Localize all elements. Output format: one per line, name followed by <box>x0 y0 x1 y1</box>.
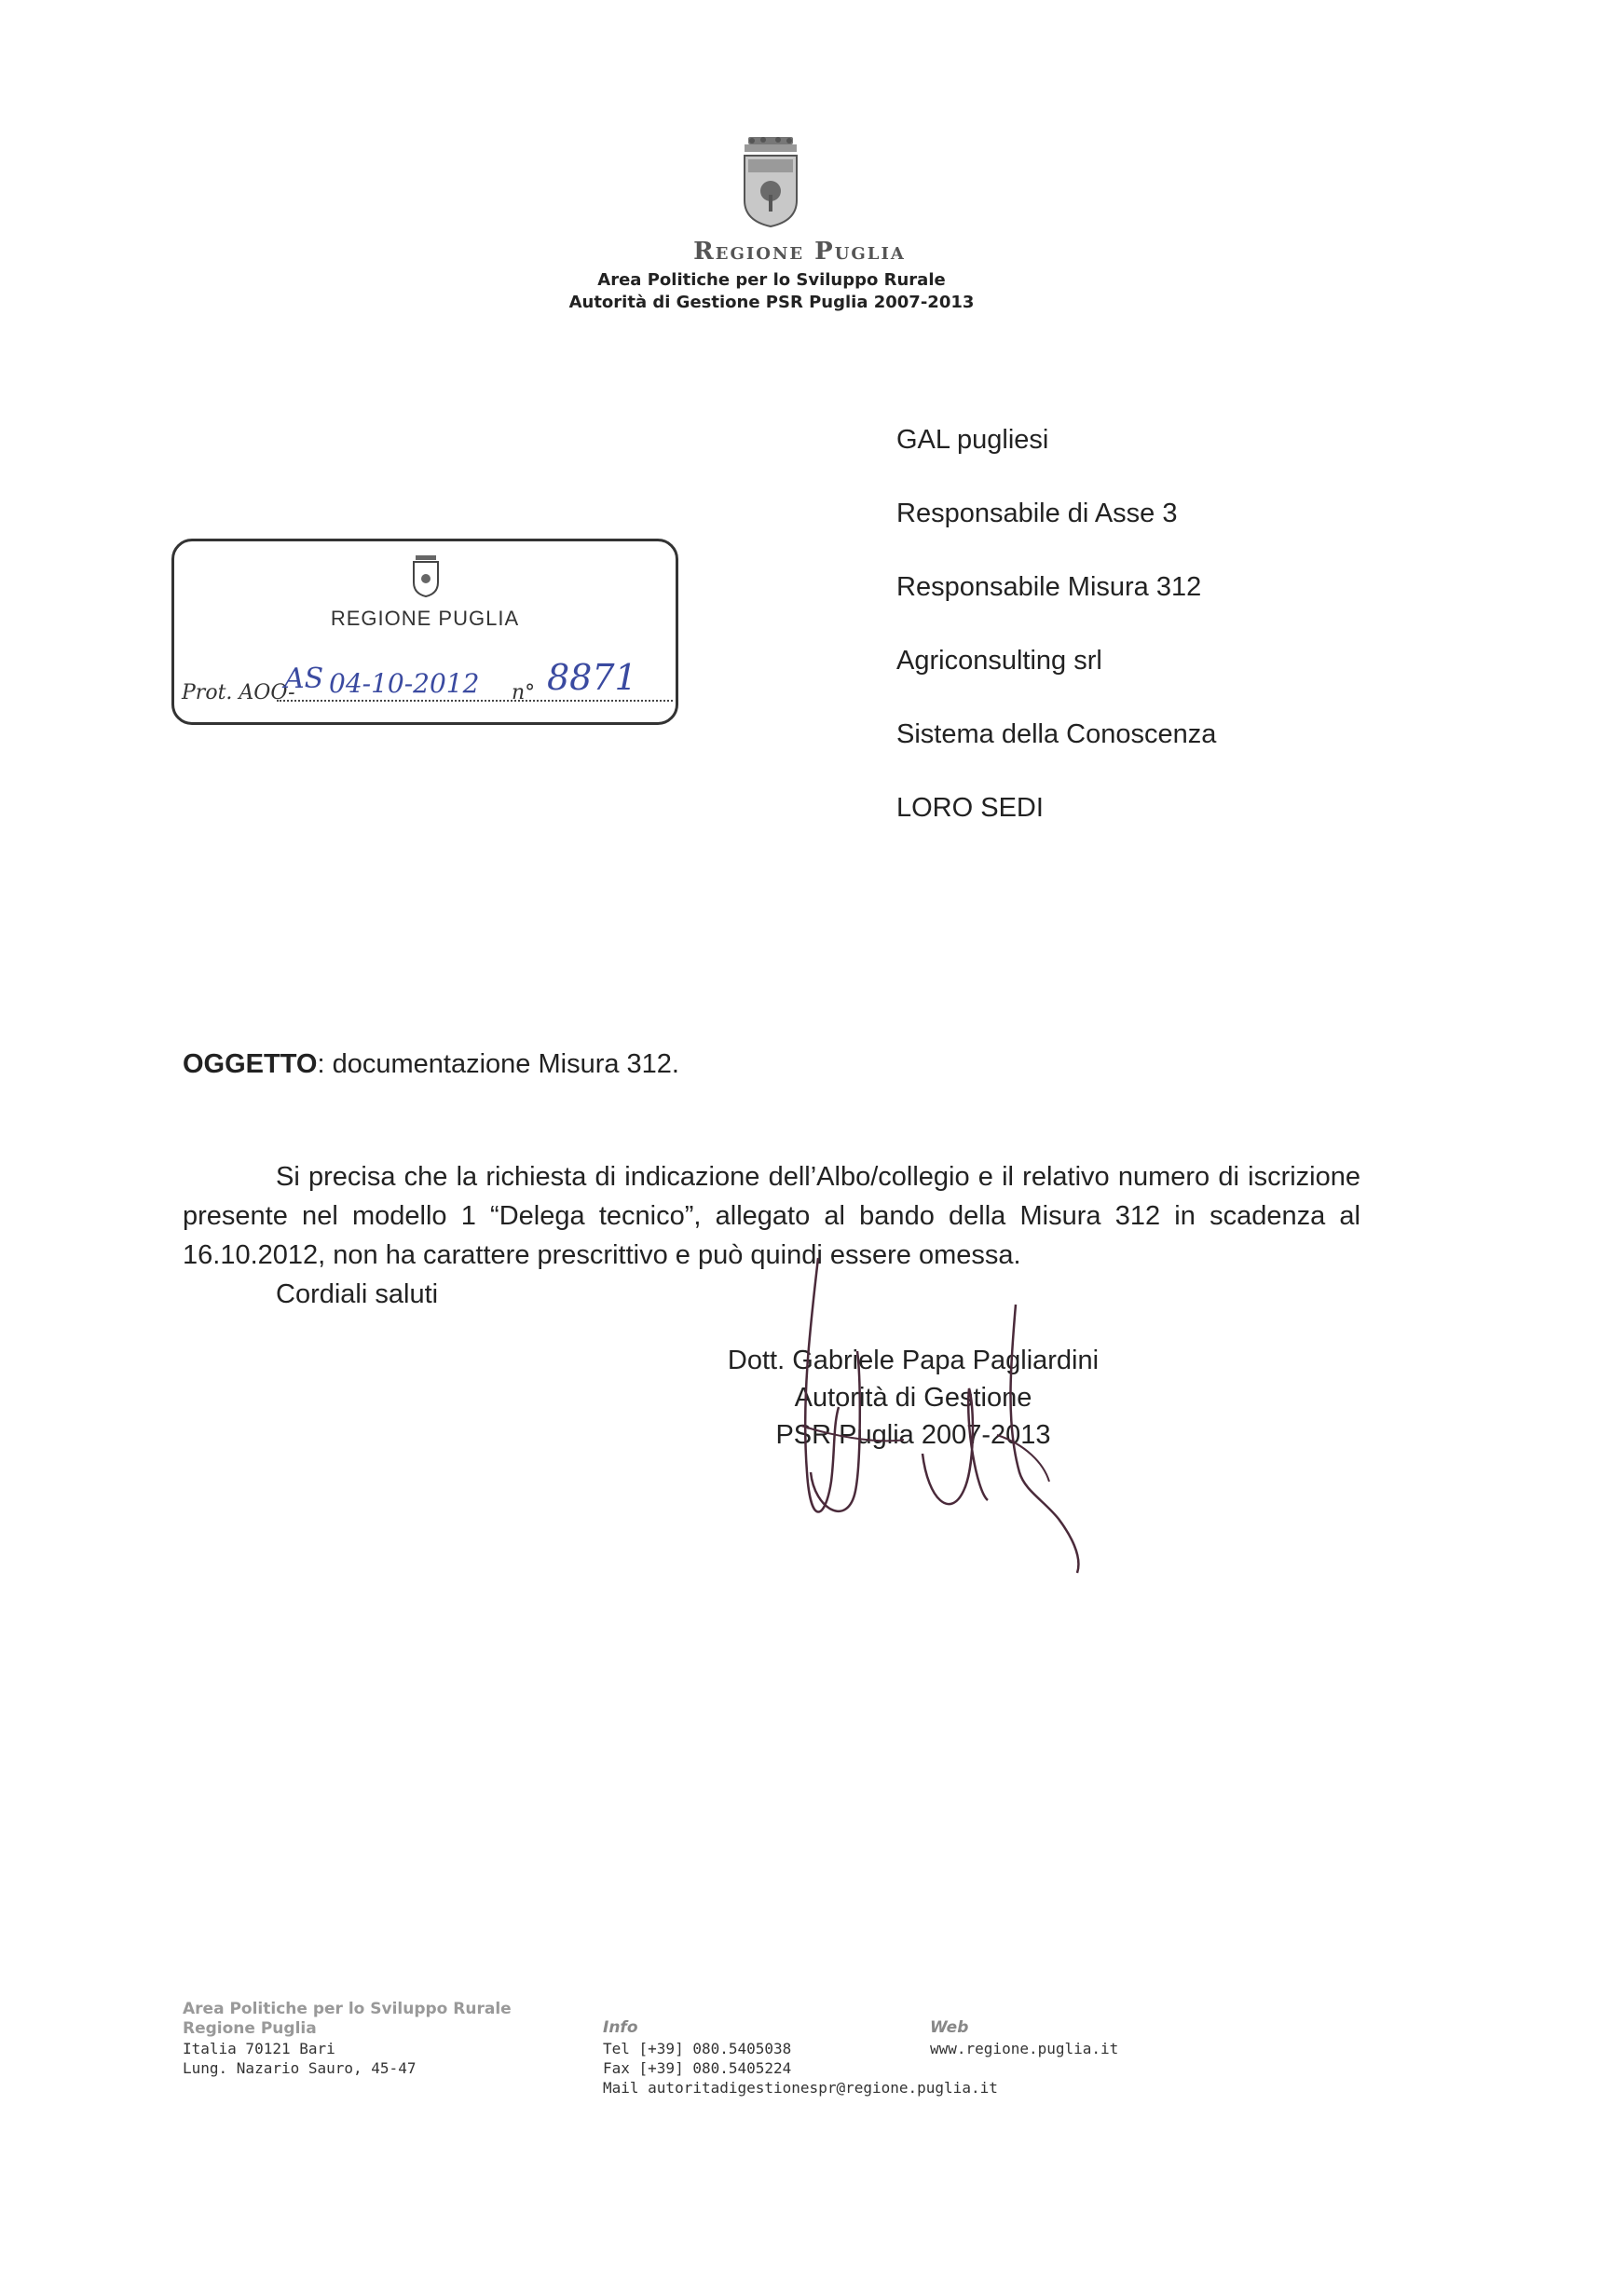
handwritten-signature-icon <box>745 1239 1100 1575</box>
region-coat-of-arms-icon <box>739 135 802 228</box>
subject-label: OGGETTO <box>183 1049 318 1079</box>
footer-address-city: Italia 70121 Bari <box>183 2040 335 2057</box>
footer-tel: Tel [+39] 080.5405038 <box>603 2040 792 2057</box>
signature-role: Autorità di Gestione <box>794 1383 1032 1413</box>
subject-text: : documentazione Misura 312. <box>317 1049 679 1079</box>
body-paragraph: Si precisa che la richiesta di indicazione dell’Albo/collegio e il relativo numero di iscrizione presente nel modello 1 “Delega tecnico”, allegato al bando della Misura 312 in scadenza al 16.10.2012, non ha carattere prescrittivo e può quindi essere omessa. <box>183 1162 1360 1270</box>
footer-web-link[interactable]: www.regione.puglia.it <box>930 2040 1119 2057</box>
recipient-loro-sedi: LORO SEDI <box>896 793 1044 823</box>
header-subtitle-authority: Autorità di Gestione PSR Puglia 2007-2013 <box>568 293 975 312</box>
stamp-number-label: n° <box>512 681 536 704</box>
subject-line <box>183 1049 679 1080</box>
recipient-knowledge-system: Sistema della Conoscenza <box>896 719 1217 749</box>
recipient-agriconsulting: Agriconsulting srl <box>896 646 1102 676</box>
recipient-axis-3: Responsabile di Asse 3 <box>896 499 1178 528</box>
stamp-handwritten-date: 04-10-2012 <box>329 668 480 699</box>
header-title: Regione Puglia <box>693 238 906 266</box>
footer-fax: Fax [+39] 080.5405224 <box>603 2059 792 2077</box>
signature-org: PSR Puglia 2007-2013 <box>775 1420 1051 1450</box>
stamp-dotted-line <box>277 700 673 702</box>
recipient-measure-312: Responsabile Misura 312 <box>896 572 1202 602</box>
footer-info-label: Info <box>603 2018 638 2037</box>
footer-address-title: Area Politiche per lo Sviluppo Rurale <box>183 2000 512 2018</box>
body-closing: Cordiali saluti <box>276 1279 439 1309</box>
footer-address-org: Regione Puglia <box>183 2019 317 2038</box>
footer-mail[interactable]: Mail autoritadigestionespr@regione.puglia.it <box>603 2079 998 2097</box>
stamp-protocol-label: Prot. AOO- <box>182 681 295 704</box>
stamp-handwritten-office: AS <box>284 663 324 695</box>
signature-name: Dott. Gabriele Papa Pagliardini <box>727 1346 1100 1375</box>
footer-web-label: Web <box>930 2018 969 2037</box>
footer-address-street: Lung. Nazario Sauro, 45-47 <box>183 2059 417 2077</box>
protocol-stamp <box>171 539 678 725</box>
stamp-title: REGIONE PUGLIA <box>330 607 520 630</box>
recipient-gal: GAL pugliesi <box>896 425 1049 455</box>
stamp-handwritten-number: 8871 <box>547 657 637 698</box>
stamp-emblem-icon <box>411 554 441 597</box>
header-subtitle-department: Area Politiche per lo Sviluppo Rurale <box>597 270 946 290</box>
